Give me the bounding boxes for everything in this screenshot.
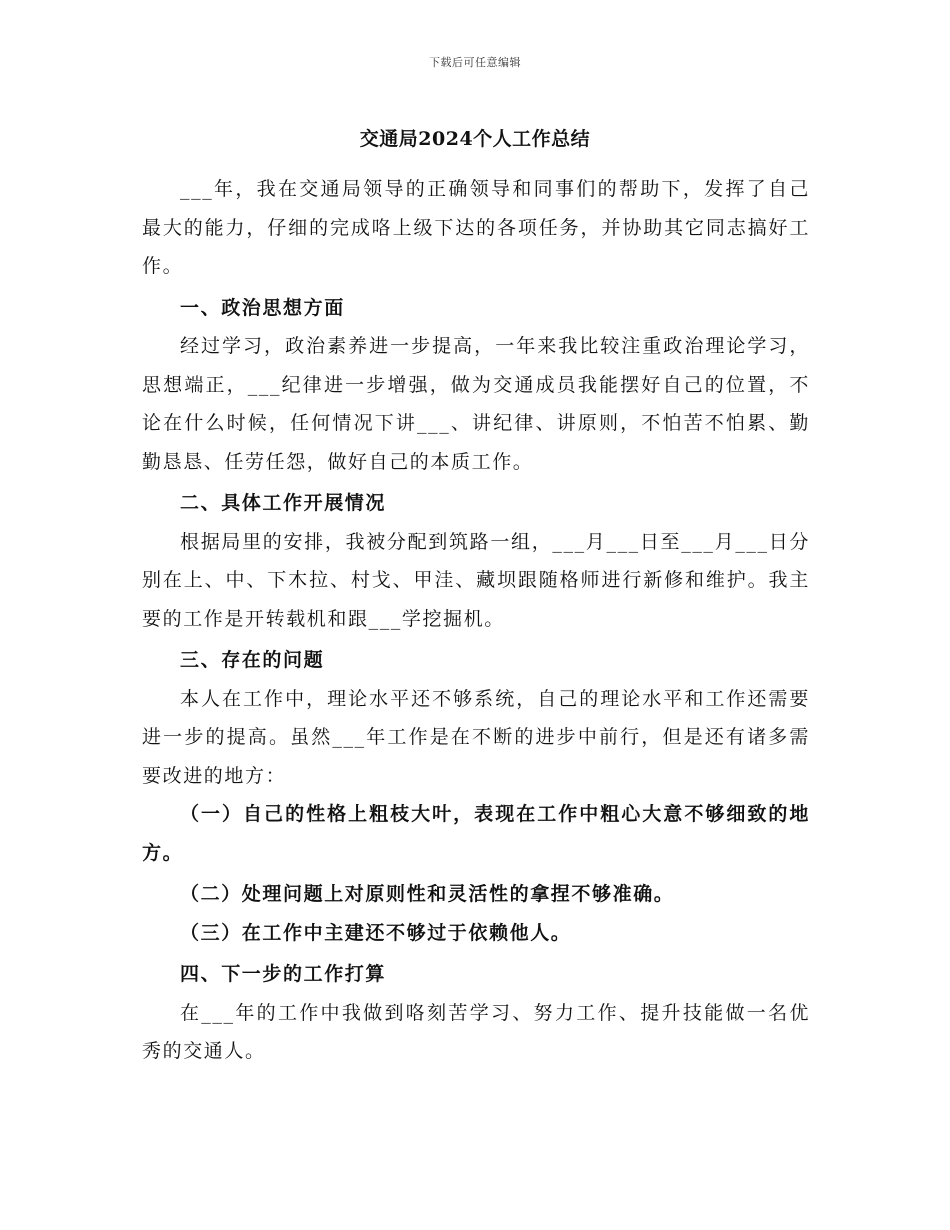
section-heading-plan: 四、下一步的工作打算: [180, 963, 387, 985]
problem-item-3: （三）在工作中主建还不够过于依赖他人。: [180, 921, 572, 944]
section-heading-politics: 一、政治思想方面: [180, 296, 345, 319]
document-title: 交通局2024个人工作总结: [359, 128, 591, 150]
section-heading-work: 二、具体工作开展情况: [180, 492, 387, 514]
work-paragraph: 根据局里的安排，我被分配到筑路一组，___月___日至___月___日分别在上、中、下木拉、村戈、甲洼、藏坝跟随格师进行新修和维护。我主要的工作是开转载机和跟___学挖掘机。: [142, 530, 810, 630]
plan-paragraph: 在___年的工作中我做到咯刻苦学习、努力工作、提升技能做一名优秀的交通人。: [142, 1001, 810, 1062]
document-body: [142, 170, 810, 1071]
problems-paragraph: 本人在工作中，理论水平还不够系统，自己的理论水平和工作还需要进一步的提高。虽然___年工作是在不断的进步中前行，但是还有诸多需要改进的地方：: [142, 687, 810, 787]
problem-item-1: （一）自己的性格上粗枝大叶，表现在工作中粗心大意不够细致的地方。: [142, 803, 810, 864]
intro-paragraph: ___年，我在交通局领导的正确领导和同事们的帮助下，发挥了自己最大的能力，仔细的完成咯上级下达的各项任务，并协助其它同志搞好工作。: [142, 178, 810, 277]
problem-item-2: （二）处理问题上对原则性和灵活性的拿捏不够准确。: [180, 883, 675, 905]
politics-paragraph: 经过学习，政治素养进一步提高，一年来我比较注重政治理论学习，思想端正，___纪律进一步增强，做为交通成员我能摆好自己的位置，不论在什么时候，任何情况下讲___、讲纪律、讲原则，不怕苦不怕累、勤勤恳恳、任劳任怨，做好自己的本质工作。: [142, 335, 810, 473]
header-note: 下载后可任意编辑: [429, 56, 521, 69]
section-heading-problems: 三、存在的问题: [180, 649, 325, 671]
